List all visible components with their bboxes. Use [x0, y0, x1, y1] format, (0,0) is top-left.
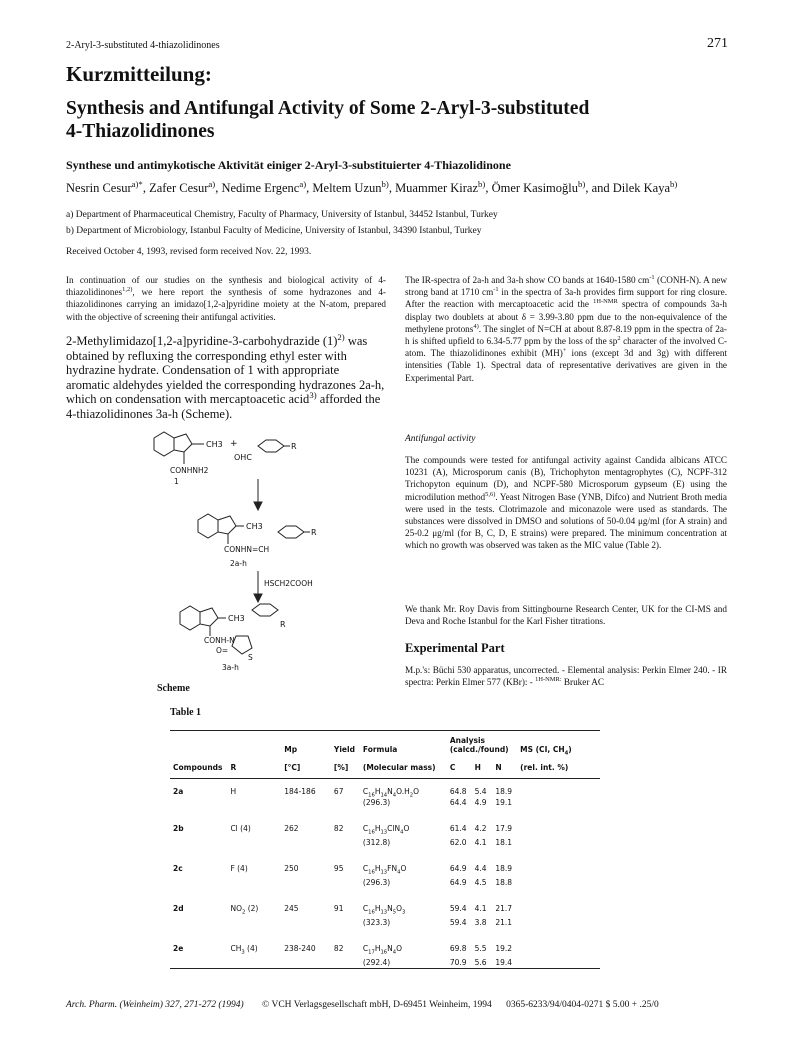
- header-ms-sub: (rel. int. %): [520, 763, 569, 772]
- title-line-1: Synthesis and Antifungal Activity of Some 2-Aryl-3-substituted: [66, 98, 590, 119]
- table-row: [170, 957, 600, 983]
- cell-found-h: 3.8: [474, 918, 487, 927]
- cell-empty: [170, 877, 227, 903]
- cell-empty: [227, 797, 281, 823]
- cell-found-n: 18.1: [495, 838, 513, 847]
- cell-r: $CH_3$ (4): [230, 944, 258, 956]
- compound-2-number: 2a-h: [230, 559, 247, 568]
- cell-empty: [331, 957, 360, 983]
- header-c: C: [449, 763, 456, 772]
- cell-mass: (292.4): [362, 958, 391, 967]
- cell-compound: 2c: [173, 864, 183, 873]
- cell-formula: $C_{17}H_{16}N_4O$: [362, 944, 403, 956]
- cell-ms: [517, 863, 600, 877]
- cell-empty: [281, 877, 331, 903]
- cell-ms: [517, 823, 600, 837]
- table-row: [170, 863, 600, 877]
- cell-compound: 2b: [173, 824, 184, 833]
- cell-calc-h: 4.1: [474, 904, 487, 913]
- antifungal-paragraph: The compounds were tested for antifungal activity against Candida albicans ATCC 10231 (A), Microsporum canis (B), Trichophyton mentagrophytes (C), NCPF-312 Trichopyton equinum (D), and NCPF-580 Microsporum gypseum (E) using the microdilution method$^{5,6)}$. Yeast Nitrogen Base (YNB, Difco) and Nutrient Broth media were used in the tests. Clotrimazole and miconazole were used as standards. The substances were dissolved in DMSO and solutions of 50-0.04 μg/ml (for A strain) and 25-0.2 μg/ml (for B, C, D, E strains) were prepared. The minimum concentration at which no growth was observed was taken as the MIC value (Table 2).: [405, 455, 727, 551]
- synthesis-paragraph: 2-Methylimidazo[1,2-a]pyridine-3-carbohydrazide $(1)^{2)}$ was obtained by refluxing the corresponding ethyl ester with hydrazine hydrate. Condensation of 1 with appropriate aromatic aldehydes yielded the corresponding hydrazones 2a-h, which on condensation with mercaptoacetic acid$^{3)}$ afforded the 4-thiazolidinones 3a-h (Scheme).: [66, 331, 385, 421]
- cell-empty: [281, 957, 331, 983]
- table-row: [170, 903, 600, 917]
- cell-found-h: 4.9: [474, 798, 487, 807]
- aldehyde-benzene-ring: [258, 440, 290, 452]
- cell-calc-n: 19.2: [495, 944, 513, 953]
- compound-1-number: 1: [174, 477, 179, 486]
- header-ms: MS (CI, $CH_4$): [520, 745, 572, 757]
- header-n: N: [495, 763, 502, 772]
- table-row: [170, 797, 600, 823]
- compound-1-structure: [154, 432, 204, 464]
- cell-calc-n: 18.9: [495, 864, 513, 873]
- cell-empty: [517, 797, 600, 823]
- cell-empty: [331, 837, 360, 863]
- header-h: H: [474, 763, 481, 772]
- affiliation-b: b) Department of Microbiology, Istanbul Faculty of Medicine, University of Istanbul, 34390 Istanbul, Turkey: [66, 226, 482, 236]
- journal-citation: Arch. Pharm. (Weinheim) 327, 271-272 (1994): [66, 1000, 244, 1010]
- scheme-caption: Scheme: [157, 683, 190, 694]
- cell-empty: [281, 797, 331, 823]
- r-label-2: R: [311, 528, 317, 537]
- ch3-label-3: CH3: [228, 614, 245, 623]
- r-label-1: R: [291, 442, 297, 451]
- header-yield-unit: [%]: [333, 763, 349, 772]
- table-row: [170, 773, 600, 797]
- cell-ms: [517, 903, 600, 917]
- experimental-paragraph: M.p.'s: Büchi 530 apparatus, uncorrected. - Elemental analysis: Perkin Elmer 240. - IR spectra: Perkin Elmer 577 (KBr): - $^{1H-NMR:}$ Bruker AC: [405, 665, 727, 688]
- received-dates: Received October 4, 1993, revised form received Nov. 22, 1993.: [66, 247, 312, 257]
- cell-ms: [517, 773, 600, 797]
- cell-empty: [331, 877, 360, 903]
- cell-calc-c: 64.9: [449, 864, 467, 873]
- cell-compound: 2d: [173, 904, 184, 913]
- reagent-label: HSCH2COOH: [264, 579, 313, 588]
- reaction-scheme: [140, 424, 380, 674]
- plus-sign: +: [230, 439, 238, 449]
- table-row: [170, 917, 600, 943]
- cell-mass: (312.8): [362, 838, 391, 847]
- cell-r: H: [230, 787, 237, 796]
- cell-empty: [227, 917, 281, 943]
- cell-empty: [281, 837, 331, 863]
- table-row: [170, 877, 600, 903]
- cell-found-n: 21.1: [495, 918, 513, 927]
- cell-empty: [170, 797, 227, 823]
- cell-mp: 250: [284, 864, 299, 873]
- cell-found-n: 19.4: [495, 958, 513, 967]
- cell-mass: (296.3): [362, 878, 391, 887]
- cell-calc-n: 17.9: [495, 824, 513, 833]
- cell-empty: [227, 957, 281, 983]
- cell-calc-n: 18.9: [495, 787, 513, 796]
- page-footer: [66, 1000, 659, 1010]
- arrowhead-1: [254, 502, 262, 510]
- cell-formula: $C_{16}H_{13}ClN_4O$: [362, 824, 410, 836]
- cell-yield: 67: [333, 787, 344, 796]
- cell-found-c: 70.9: [449, 958, 467, 967]
- issn-line: 0365-6233/94/0404-0271 $ 5.00 + .25/0: [506, 1000, 659, 1010]
- cell-empty: [517, 917, 600, 943]
- conhnh2-label: CONHNH2: [170, 466, 209, 475]
- cell-calc-c: 61.4: [449, 824, 467, 833]
- cell-found-c: 59.4: [449, 918, 467, 927]
- german-subtitle: Synthese und antimykotische Aktivität einiger 2-Aryl-3-substituierter 4-Thiazolidinone: [66, 158, 511, 172]
- header-yield: Yield: [333, 745, 355, 754]
- cell-mass: (296.3): [362, 798, 391, 807]
- section-label: Kurzmitteilung:: [66, 62, 212, 86]
- experimental-heading: Experimental Part: [405, 641, 505, 655]
- cell-r: F (4): [230, 864, 248, 873]
- header-mp: Mp: [284, 745, 298, 754]
- cell-empty: [517, 877, 600, 903]
- table-title: Table 1: [170, 707, 202, 718]
- cell-r: $NO_2$ (2): [230, 904, 259, 916]
- header-mp-unit: [°C]: [284, 763, 301, 772]
- cell-yield: 91: [333, 904, 344, 913]
- cell-yield: 95: [333, 864, 344, 873]
- carbonyl-o-label: O=: [216, 646, 229, 655]
- spectra-paragraph: The IR-spectra of 2a-h and 3a-h show CO bands at 1640-1580 $cm^{-1}$ (CONH-N). A new strong band at 1710 $cm^{-1}$ in the spectra of 3a-h provides firm support for ring closure. After the reaction with mercaptoacetic acid the $^{1H-NMR}$ spectra of compounds 3a-h display two doublets at about δ = 3.99-3.80 ppm due to the non-equivalence of the methylene protons$^{4)}$. The singlet of N=CH at about 8.87-8.19 ppm in the spectra of 2a-h is shifted upfield to 6.34-5.77 ppm by the loss of the $sp^2$ character of the involved C-atom. The thiazolidinones exhibit (MH)+ ions (except 3d and 3g) with different intensities (Table 1). Spectral data of representative derivatives are given in the Experimental Part.: [405, 273, 728, 383]
- cell-calc-c: 69.8: [449, 944, 467, 953]
- cell-found-n: 18.8: [495, 878, 513, 887]
- r-label-3: R: [280, 620, 286, 629]
- cell-calc-h: 4.2: [474, 824, 487, 833]
- cell-yield: 82: [333, 824, 344, 833]
- cell-empty: [331, 797, 360, 823]
- table-row: [170, 823, 600, 837]
- cell-empty: [170, 837, 227, 863]
- arrowhead-2: [254, 594, 262, 602]
- cell-found-c: 62.0: [449, 838, 467, 847]
- compound-3-number: 3a-h: [222, 663, 239, 672]
- cell-mp: 245: [284, 904, 299, 913]
- affiliation-a: a) Department of Pharmaceutical Chemistry, Faculty of Pharmacy, University of Istanbul, 34452 Istanbul, Turkey: [66, 210, 498, 220]
- cell-found-c: 64.9: [449, 878, 467, 887]
- cell-found-h: 5.6: [474, 958, 487, 967]
- cell-found-c: 64.4: [449, 798, 467, 807]
- title-line-2: 4-Thiazolidinones: [66, 121, 215, 142]
- conh-n-label: CONH-N: [204, 636, 235, 645]
- cell-calc-c: 59.4: [449, 904, 467, 913]
- cell-compound: 2e: [173, 944, 184, 953]
- author-list: Nesrin Cesur$^{a)*}$, Zafer Cesur$^{a)}$, Nedime Ergenc$^{a)}$, Meltem Uzun$^{b)}$, Muammer Kiraz$^{b)}$, Ömer Kasimoğlu$^{b)}$, and Dilek Kaya$^{b)}$: [66, 178, 678, 195]
- cell-empty: [517, 837, 600, 863]
- cell-calc-h: 5.5: [474, 944, 487, 953]
- antifungal-heading: Antifungal activity: [405, 434, 476, 444]
- cell-calc-h: 4.4: [474, 864, 487, 873]
- cell-empty: [170, 957, 227, 983]
- sulfur-label: S: [248, 653, 253, 662]
- cell-yield: 82: [333, 944, 344, 953]
- header-formula-sub: (Molecular mass): [362, 763, 436, 772]
- ch3-label-1: CH3: [206, 440, 223, 449]
- cell-mp: 262: [284, 824, 299, 833]
- cell-empty: [281, 917, 331, 943]
- header-formula: Formula: [362, 745, 398, 754]
- cell-compound: 2a: [173, 787, 184, 796]
- cell-r: Cl (4): [230, 824, 251, 833]
- cell-calc-c: 64.8: [449, 787, 467, 796]
- paper-title: [66, 97, 726, 143]
- cell-mp: 238-240: [284, 944, 316, 953]
- page-number: 271: [707, 36, 728, 51]
- conhn-ch-label: CONHN=CH: [224, 545, 270, 554]
- cell-empty: [170, 917, 227, 943]
- cell-empty: [517, 957, 600, 983]
- ohc-label: OHC: [234, 453, 252, 462]
- data-table: [170, 735, 600, 983]
- cell-calc-h: 5.4: [474, 787, 487, 796]
- cell-formula: $C_{16}H_{13}FN_4O$: [362, 864, 407, 876]
- cell-formula: $C_{16}H_{14}N_4O.H_2O$: [362, 787, 419, 799]
- cell-empty: [227, 877, 281, 903]
- cell-ms: [517, 943, 600, 957]
- cell-mp: 184-186: [284, 787, 316, 796]
- cell-formula: $C_{16}H_{13}N_5O_3$: [362, 904, 406, 916]
- table-row: [170, 837, 600, 863]
- header-analysis: Analysis (calcd./found): [449, 736, 509, 754]
- acknowledgement-paragraph: We thank Mr. Roy Davis from Sittingbourne Research Center, UK for the CI-MS and Deva and Roche Istanbul for the Karl Fisher titrations.: [405, 604, 727, 627]
- cell-found-n: 19.1: [495, 798, 513, 807]
- header-compounds: Compounds: [173, 763, 223, 772]
- intro-paragraph: In continuation of our studies on the synthesis and biological activity of 4-thiazolidinones$^{1,2)}$, we here report the synthesis of some hydrazones and 4-thiazolidinones carrying an imidazo[1,2-a]pyridine moiety at the N-atom, prepared with the objective of screening their antifungal activities.: [66, 275, 386, 322]
- table-row: [170, 943, 600, 957]
- cell-empty: [331, 917, 360, 943]
- cell-calc-n: 21.7: [495, 904, 513, 913]
- cell-mass: (323.3): [362, 918, 391, 927]
- compound-3-structure: [180, 604, 278, 654]
- cell-empty: [227, 837, 281, 863]
- running-title: 2-Aryl-3-substituted 4-thiazolidinones: [66, 40, 220, 51]
- publisher-line: © VCH Verlagsgesellschaft mbH, D-69451 Weinheim, 1994: [262, 1000, 492, 1010]
- table-top-rule: [170, 730, 600, 731]
- ch3-label-2: CH3: [246, 522, 263, 531]
- header-r: R: [230, 763, 237, 772]
- cell-found-h: 4.1: [474, 838, 487, 847]
- cell-found-h: 4.5: [474, 878, 487, 887]
